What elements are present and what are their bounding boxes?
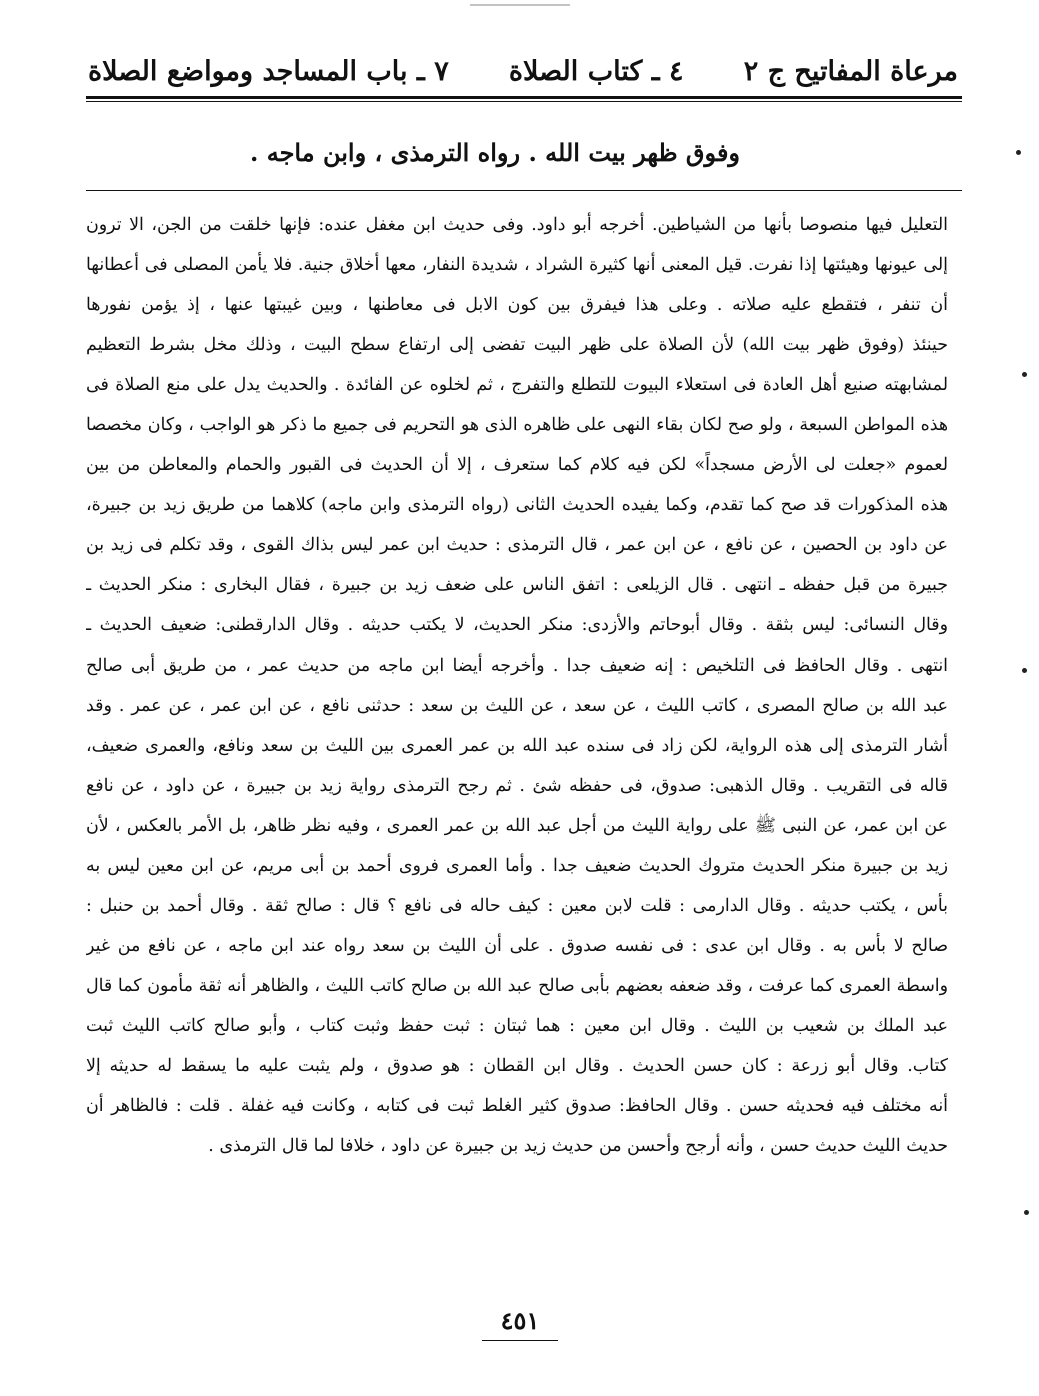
header-rule xyxy=(86,96,962,99)
commentary-line: عبد الملك بن شعيب بن الليث . وقال ابن معين : هما ثبتان : ثبت حفظ وثبت كتاب ، وأبو صالح كاتب الليث ثبت xyxy=(86,1015,948,1036)
commentary-body xyxy=(86,205,948,1166)
commentary-line: لعموم «جعلت لى الأرض مسجداً» لكن فيه كلام كما ستعرف ، إلا أن الحديث فى القبور والحمام والمعاطن من بين xyxy=(86,455,948,476)
commentary-line: أشار الترمذى إلى هذه الرواية، لكن زاد فى سنده عبد الله بن عمر العمرى بين الليث بن سعد ونافع، والعمرى ضعيف، xyxy=(86,735,948,756)
commentary-line: هذه المذكورات قد صح كما تقدم، وكما يفيده الحديث الثانى (رواه الترمذى وابن ماجه) كلاهما من طريق زيد بن جبيرة، xyxy=(86,495,948,516)
margin-dot xyxy=(1022,668,1027,673)
header-book-title: مرعاة المفاتيح ج ٢ xyxy=(743,55,958,87)
commentary-line: لمشابهته صنيع أهل العادة فى استعلاء البيوت للتطلع والتفرج ، ثم لخلوه عن الفائدة . والحديث يدل على منع الصلاة فى xyxy=(86,375,948,396)
commentary-line: زيد بن جبيرة منكر الحديث متروك الحديث ضعيف جدا . وأما العمرى فروى أحمد بن أبى مريم، عن ابن معين ليس به xyxy=(86,855,948,876)
commentary-line: هذه المواطن السبعة ، ولو صح لكان بقاء النهى على ظاهره الذى هو التحريم فى جميع ما ذكر هو الواجب ، وكان مخصصا xyxy=(86,415,948,436)
commentary-line: قاله فى التقريب . وقال الذهبى: صدوق، فى حفظه شئ . ثم رجح الترمذى رواية زيد بن جبيرة ، عن داود ، عن نافع xyxy=(86,775,948,796)
margin-dot xyxy=(1022,372,1027,377)
commentary-line: حديث الليث حديث حسن ، وأنه أرجح وأحسن من حديث زيد بن جبيرة عن داود ، خلافا لما قال الترمذى . xyxy=(208,1136,948,1157)
margin-dot xyxy=(1024,1210,1029,1215)
commentary-line: بأس ، يكتب حديثه . وقال الدارمى : قلت لابن معين : كيف حاله فى نافع ؟ قال : صالح ثقة . وقال أحمد بن حنبل : xyxy=(86,895,948,916)
commentary-line: واسطة العمرى كما عرفت ، وقد ضعفه بعضهم بأبى صالح عبد الله بن صالح كاتب الليث ، والظاهر أنه ثقة مأمون كما قال xyxy=(86,975,948,996)
header-bab: ٧ ـ باب المساجد ومواضع الصلاة xyxy=(88,55,449,87)
page-number: ٤٥١ xyxy=(500,1306,540,1335)
header-rule-thin xyxy=(86,101,962,102)
commentary-line: التعليل فيها منصوصا بأنها من الشياطين. أخرجه أبو داود. وفى حديث ابن مغفل عنده: فإنها خلقت من الجن، الا ترون xyxy=(86,215,948,235)
page-number-underline xyxy=(482,1340,558,1341)
commentary-line: عن داود بن الحصين ، عن نافع ، عن ابن عمر ، قال الترمذى : حديث ابن عمر ليس بذاك القوى ، وقد تكلم فى زيد بن xyxy=(86,535,948,556)
scan-mark xyxy=(470,4,570,6)
commentary-line: عبد الله بن صالح المصرى ، كاتب الليث ، عن سعد ، عن الليث بن سعد : حدثنى نافع ، عن ابن عمر ، عن عمر . وقد xyxy=(86,695,948,716)
commentary-line: وقال النسائى: ليس بثقة . وقال أبوحاتم والأزدى: منكر الحديث، لا يكتب حديثه . وقال الدارقطنى: ضعيف الحديث ـ xyxy=(86,615,948,636)
header-kitab: ٤ ـ كتاب الصلاة xyxy=(508,55,684,87)
commentary-line: إلى عيونها وهيئتها إذا نفرت. قيل المعنى أنها كثيرة الشراد ، شديدة النفار، معها أخلاق جنية. فلا يأمن المصلى فى أعطانها xyxy=(86,255,948,276)
commentary-line: أن تنفر ، فتقطع عليه صلاته . وعلى هذا فيفرق بين كون الابل فى معاطنها ، وبين غيبتها عنها ، إذ يؤمن نفورها xyxy=(86,295,948,316)
hadith-text: وفوق ظهر بيت الله . رواه الترمذى ، وابن ماجه . xyxy=(250,138,740,167)
commentary-line: حينئذ (وفوق ظهر بيت الله) لأن الصلاة على ظهر البيت تفضى إلى ارتفاع سطح البيت ، وذلك مخل بشرط التعظيم xyxy=(86,335,948,356)
commentary-line: أنه مختلف فيه فحديثه حسن . وقال الحافظ: صدوق كثير الغلط ثبت فى كتابه ، وكانت فيه غفلة . قلت : فالظاهر أن xyxy=(86,1096,948,1117)
running-header xyxy=(88,50,958,92)
commentary-line: عن ابن عمر، عن النبى ﷺ على رواية الليث من أجل عبد الله بن عمر العمرى ، وفيه نظر ظاهر، بل الأمر بالعكس ، لأن xyxy=(86,815,948,836)
commentary-line: كتاب. وقال أبو زرعة : كان حسن الحديث . وقال ابن القطان : هو صدوق ، ولم يثبت عليه ما يسقط له حديثه إلا xyxy=(86,1055,948,1076)
section-divider xyxy=(86,190,962,191)
commentary-line: جبيرة من قبل حفظه ـ انتهى . قال الزيلعى : اتفق الناس على ضعف زيد بن جبيرة ، فقال البخارى : منكر الحديث ـ xyxy=(86,575,948,596)
margin-dot xyxy=(1016,150,1021,155)
commentary-line: صالح لا بأس به . وقال ابن عدى : فى نفسه صدوق . على أن الليث بن سعد رواه عند ابن ماجه ، عن نافع من غير xyxy=(86,935,948,956)
commentary-line: انتهى . وقال الحافظ فى التلخيص : إنه ضعيف جدا . وأخرجه أيضا ابن ماجه من حديث عمر ، من طريق أبى صالح xyxy=(86,655,948,676)
